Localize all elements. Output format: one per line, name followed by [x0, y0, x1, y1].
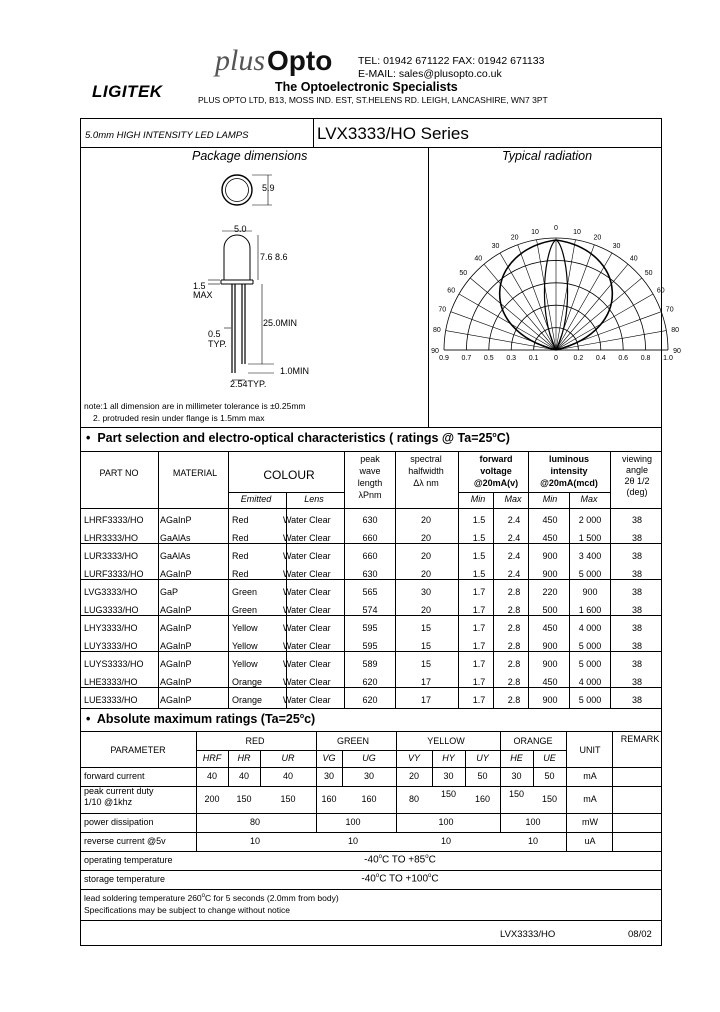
- cell-vf-min: 1.5: [472, 515, 486, 525]
- angle-label-left: 60: [447, 287, 456, 295]
- cell-lens: Water Clear: [283, 695, 331, 705]
- cell-part-no: LUG3333/HO: [84, 605, 139, 615]
- radius-axis-label: 0.5: [483, 355, 494, 362]
- cell-iv-min: 900: [542, 551, 558, 561]
- forward-current-unit: mA: [583, 771, 597, 781]
- cell-material: AGaInP: [160, 641, 192, 651]
- cell-vf-min: 1.7: [472, 677, 486, 687]
- header-sub-uy: UY: [476, 753, 489, 763]
- dim-0-5: 0.5: [208, 329, 221, 339]
- cell-vf-max: 2.8: [507, 659, 521, 669]
- radius-axis-label: 0.8: [640, 355, 651, 362]
- cell-vf-min: 1.5: [472, 533, 486, 543]
- header-spectral-halfwidth: halfwidth: [408, 466, 444, 476]
- header-emitted: Emitted: [240, 494, 272, 504]
- cell-vf-max: 2.8: [507, 641, 521, 651]
- forward-current-value: 30: [443, 771, 454, 781]
- angle-label-right: 80: [671, 326, 680, 334]
- radius-axis-label: 0.2: [573, 355, 584, 362]
- peak-current-value: 150: [280, 794, 296, 804]
- angle-label-0: 0: [554, 225, 558, 232]
- reverse-current-value: 10: [347, 836, 359, 846]
- cell-iv-min: 450: [542, 677, 558, 687]
- cell-iv-min: 900: [542, 569, 558, 579]
- reverse-current-value: 10: [440, 836, 452, 846]
- header-peak-wavelength: length: [357, 478, 383, 488]
- angle-label-left: 90: [431, 348, 439, 355]
- cell-iv-min: 500: [542, 605, 558, 615]
- header-forward-voltage: voltage: [480, 466, 512, 476]
- cell-peak-wavelength: 595: [362, 641, 378, 651]
- cell-emitted-colour: Orange: [232, 677, 263, 687]
- header-lens: Lens: [304, 494, 324, 504]
- dim-1-0: 1.0MIN: [280, 366, 310, 376]
- dim-7-6-8-6: 7.6 8.6: [260, 252, 288, 262]
- cell-spectral-halfwidth: 15: [420, 659, 432, 669]
- cell-peak-wavelength: 595: [362, 623, 378, 633]
- cell-material: GaP: [160, 587, 179, 597]
- cell-vf-min: 1.5: [472, 551, 486, 561]
- cell-iv-min: 900: [542, 641, 558, 651]
- reverse-current-value: 10: [249, 836, 261, 846]
- cell-vf-max: 2.4: [507, 515, 521, 525]
- cell-peak-wavelength: 660: [362, 533, 378, 543]
- package-drawing: [180, 168, 300, 390]
- angle-label-left: 70: [438, 306, 447, 314]
- header-sub-ug: UG: [362, 753, 376, 763]
- cell-spectral-halfwidth: 20: [420, 515, 432, 525]
- cell-vf-max: 2.8: [507, 623, 521, 633]
- power-dissipation-value: 80: [249, 817, 261, 827]
- cell-emitted-colour: Red: [232, 533, 249, 543]
- cell-vf-min: 1.7: [472, 587, 486, 597]
- cell-iv-min: 900: [542, 695, 558, 705]
- cell-peak-wavelength: 620: [362, 677, 378, 687]
- angle-label-left: 50: [459, 270, 468, 278]
- cell-viewing-angle: 38: [631, 551, 643, 561]
- peak-current-value: 200: [204, 794, 220, 804]
- header-sub-ur: UR: [281, 753, 295, 763]
- forward-current-value: 20: [408, 771, 420, 781]
- cell-vf-max: 2.4: [507, 551, 521, 561]
- cell-spectral-halfwidth: 15: [420, 623, 432, 633]
- address: PLUS OPTO LTD, B13, MOSS IND. EST, ST.HELENS RD. LEIGH, LANCASHIRE, WN7 3PT: [198, 95, 548, 105]
- brand-logo: [215, 44, 332, 78]
- cell-part-no: LHE3333/HO: [84, 677, 138, 687]
- product-type: 5.0mm HIGH INTENSITY LED LAMPS: [85, 130, 249, 141]
- cell-emitted-colour: Red: [232, 569, 249, 579]
- reverse-current-value: 10: [527, 836, 539, 846]
- cell-viewing-angle: 38: [631, 515, 643, 525]
- dim-max: MAX: [193, 290, 213, 300]
- dim-typ: TYP.: [208, 339, 227, 349]
- package-note-2: 2. protruded resin under flange is 1.5mm max: [93, 413, 265, 423]
- cell-lens: Water Clear: [283, 641, 331, 651]
- cell-peak-wavelength: 620: [362, 695, 378, 705]
- header-viewing-angle: viewing: [621, 454, 653, 464]
- header-sub-ue: UE: [543, 753, 556, 763]
- cell-emitted-colour: Red: [232, 551, 249, 561]
- peak-current-label: peak current duty: [84, 786, 154, 796]
- reverse-current-label: reverse current @5v: [84, 836, 166, 846]
- cell-part-no: LUYS3333/HO: [84, 659, 144, 669]
- peak-current-value: 150: [541, 794, 558, 804]
- cell-material: AGaInP: [160, 659, 192, 669]
- cell-emitted-colour: Yellow: [232, 641, 258, 651]
- cell-iv-max: 5 000: [578, 695, 602, 705]
- cell-emitted-colour: Yellow: [232, 659, 258, 669]
- cell-part-no: LHY3333/HO: [84, 623, 138, 633]
- cell-part-no: LURF3333/HO: [84, 569, 144, 579]
- radius-axis-label: 0.4: [595, 355, 606, 362]
- cell-lens: Water Clear: [283, 551, 331, 561]
- dim-5-9: 5.9: [262, 183, 275, 193]
- angle-label-left: 80: [432, 326, 441, 334]
- peak-current-value: 160: [321, 794, 337, 804]
- reverse-current-unit: uA: [584, 836, 596, 846]
- cell-iv-max: 5 000: [578, 641, 602, 651]
- cell-vf-min: 1.7: [472, 641, 486, 651]
- cell-vf-max: 2.4: [507, 569, 521, 579]
- power-dissipation-value: 100: [345, 817, 361, 827]
- cell-iv-min: 450: [542, 533, 558, 543]
- forward-current-value: 40: [282, 771, 294, 781]
- cell-spectral-halfwidth: 17: [420, 695, 432, 705]
- header-spectral-halfwidth: Δλ nm: [413, 478, 439, 488]
- header-forward-voltage: @20mA(v): [473, 478, 519, 488]
- cell-part-no: LUE3333/HO: [84, 695, 138, 705]
- forward-current-value: 50: [477, 771, 488, 781]
- header-unit: UNIT: [579, 745, 601, 755]
- cell-peak-wavelength: 589: [362, 659, 378, 669]
- series-title: LVX3333/HO Series: [317, 124, 469, 143]
- header-vf-min: Min: [470, 494, 486, 504]
- header-remark: REMARK: [620, 734, 660, 744]
- angle-label-right: 50: [644, 270, 653, 278]
- cell-emitted-colour: Yellow: [232, 623, 258, 633]
- forward-current-value: 30: [363, 771, 375, 781]
- header-sub-vg: VG: [322, 753, 336, 763]
- header-luminous-intensity: luminous: [549, 454, 589, 464]
- header-vf-max: Max: [504, 494, 522, 504]
- cell-lens: Water Clear: [283, 677, 331, 687]
- cell-emitted-colour: Orange: [232, 695, 263, 705]
- cell-iv-max: 5 000: [578, 659, 602, 669]
- forward-current-value: 30: [323, 771, 335, 781]
- radius-axis-label: 0.1: [528, 355, 539, 362]
- cell-viewing-angle: 38: [631, 587, 643, 597]
- tel-fax: TEL: 01942 671122 FAX: 01942 671133: [358, 55, 545, 67]
- cell-peak-wavelength: 630: [362, 515, 378, 525]
- email-contact: E-MAIL: sales@plusopto.co.uk: [358, 68, 502, 80]
- cell-iv-max: 3 400: [578, 551, 602, 561]
- cell-material: AGaInP: [160, 695, 192, 705]
- cell-material: AGaInP: [160, 569, 192, 579]
- cell-vf-min: 1.7: [472, 605, 486, 615]
- angle-label-right: 20: [593, 234, 602, 242]
- cell-material: AGaInP: [160, 515, 192, 525]
- header-sub-hr: HR: [237, 753, 251, 763]
- header-peak-wavelength: λPnm: [358, 490, 382, 500]
- absolute-ratings-heading: • Absolute maximum ratings $(Ta=25^oc)$: [86, 712, 316, 726]
- power-dissipation-label: power dissipation: [84, 817, 154, 827]
- cell-iv-min: 220: [542, 587, 558, 597]
- forward-current-value: 30: [511, 771, 522, 781]
- cell-spectral-halfwidth: 20: [420, 551, 432, 561]
- part-selection-heading: • Part selection and electro-optical characteristics ( ratings @ $Ta=25^oC$): [86, 431, 510, 445]
- radiation-heading: Typical radiation: [502, 149, 593, 163]
- forward-current-value: 40: [206, 771, 218, 781]
- forward-current-value: 50: [544, 771, 555, 781]
- cell-vf-max: 2.8: [507, 587, 521, 597]
- cell-spectral-halfwidth: 30: [420, 587, 432, 597]
- cell-viewing-angle: 38: [631, 623, 643, 633]
- header-sub-he: HE: [510, 753, 523, 763]
- cell-lens: Water Clear: [283, 515, 331, 525]
- header-material: MATERIAL: [172, 468, 218, 478]
- header-group-orange: ORANGE: [513, 736, 553, 746]
- dim-1-5: 1.5: [193, 281, 206, 291]
- cell-part-no: LUR3333/HO: [84, 551, 139, 561]
- cell-peak-wavelength: 565: [362, 587, 378, 597]
- cell-iv-min: 450: [542, 623, 558, 633]
- cell-lens: Water Clear: [283, 569, 331, 579]
- cell-material: GaAlAs: [160, 533, 191, 543]
- dim-25-0: 25.0MIN: [263, 318, 298, 328]
- cell-material: GaAlAs: [160, 551, 191, 561]
- footer-part: LVX3333/HO: [500, 929, 556, 940]
- cell-iv-max: 900: [582, 587, 598, 597]
- cell-spectral-halfwidth: 20: [420, 605, 432, 615]
- cell-material: AGaInP: [160, 605, 192, 615]
- cell-part-no: LHRF3333/HO: [84, 515, 144, 525]
- cell-iv-max: 2 000: [578, 515, 602, 525]
- angle-label-right: 40: [629, 255, 638, 263]
- cell-part-no: LUY3333/HO: [84, 641, 138, 651]
- header-spectral-halfwidth: spectral: [410, 454, 442, 464]
- header-group-red: RED: [245, 736, 265, 746]
- cell-iv-min: 900: [542, 659, 558, 669]
- cell-part-no: LHR3333/HO: [84, 533, 139, 543]
- lead-soldering-note: lead soldering temperature 260$^o$C for 5 seconds (2.0mm from body): [84, 893, 339, 903]
- cell-emitted-colour: Green: [232, 605, 258, 615]
- cell-lens: Water Clear: [283, 605, 331, 615]
- cell-vf-min: 1.7: [472, 695, 486, 705]
- cell-emitted-colour: Red: [232, 515, 249, 525]
- header-luminous-intensity: intensity: [550, 466, 588, 476]
- cell-iv-max: 4 000: [578, 677, 602, 687]
- header-viewing-angle: (deg): [626, 487, 648, 497]
- footer-date: 08/02: [628, 929, 652, 940]
- peak-current-value: 160: [474, 794, 491, 804]
- cell-vf-min: 1.7: [472, 659, 486, 669]
- header-part-no: PART NO: [99, 468, 139, 478]
- cell-viewing-angle: 38: [631, 569, 643, 579]
- header-sub-hrf: HRF: [202, 753, 222, 763]
- tagline: The Optoelectronic Specialists: [275, 80, 458, 94]
- cell-lens: Water Clear: [283, 533, 331, 543]
- angle-label-left: 30: [491, 243, 500, 251]
- peak-current-value: 80: [408, 794, 420, 804]
- header-group-green: GREEN: [336, 736, 370, 746]
- header-peak-wavelength: wave: [359, 466, 381, 476]
- radius-axis-label: 1.0: [663, 355, 673, 362]
- peak-current-value: 160: [361, 794, 377, 804]
- brand-plus: plus: [215, 44, 266, 77]
- cell-iv-max: 1 500: [578, 533, 602, 543]
- radius-axis-label: 0.6: [618, 355, 629, 362]
- package-heading: Package dimensions: [192, 149, 308, 163]
- ligitek-logo: LIGITEK: [92, 82, 163, 101]
- angle-label-right: 10: [573, 228, 581, 236]
- header-viewing-angle: angle: [625, 465, 649, 475]
- cell-material: AGaInP: [160, 623, 192, 633]
- cell-emitted-colour: Green: [232, 587, 258, 597]
- brand-opto: Opto: [267, 45, 333, 76]
- cell-viewing-angle: 38: [631, 659, 643, 669]
- cell-lens: Water Clear: [283, 623, 331, 633]
- cell-spectral-halfwidth: 15: [420, 641, 432, 651]
- cell-viewing-angle: 38: [631, 641, 643, 651]
- package-note-1: note:1 all dimension are in millimeter tolerance is ±0.25mm: [84, 401, 306, 411]
- cell-vf-min: 1.5: [472, 569, 486, 579]
- cell-vf-max: 2.8: [507, 695, 521, 705]
- cell-vf-min: 1.7: [472, 623, 486, 633]
- radius-axis-label: 0.9: [439, 355, 449, 362]
- header-luminous-intensity: @20mA(mcd): [540, 478, 598, 488]
- cell-lens: Water Clear: [283, 587, 331, 597]
- power-dissipation-value: 100: [438, 817, 454, 827]
- cell-lens: Water Clear: [283, 659, 331, 669]
- cell-spectral-halfwidth: 20: [420, 569, 432, 579]
- cell-viewing-angle: 38: [631, 695, 643, 705]
- header-parameter: PARAMETER: [110, 745, 166, 755]
- cell-material: AGaInP: [160, 677, 192, 687]
- angle-label-right: 70: [665, 306, 674, 314]
- peak-current-unit: mA: [583, 794, 597, 804]
- cell-iv-max: 5 000: [578, 569, 602, 579]
- radius-axis-label: 0.7: [461, 355, 472, 362]
- cell-vf-max: 2.4: [507, 533, 521, 543]
- cell-iv-max: 1 600: [578, 605, 602, 615]
- peak-current-value: 150: [236, 794, 252, 804]
- cell-spectral-halfwidth: 20: [420, 533, 432, 543]
- storage-temperature-label: storage temperature: [84, 874, 166, 884]
- cell-iv-max: 4 000: [578, 623, 602, 633]
- header-sub-vy: VY: [407, 753, 421, 763]
- cell-peak-wavelength: 660: [362, 551, 378, 561]
- power-dissipation-value: 100: [525, 817, 541, 827]
- header-iv-max: Max: [580, 494, 598, 504]
- peak-current-value: 150: [508, 789, 525, 799]
- cell-part-no: LVG3333/HO: [84, 587, 138, 597]
- header-colour: COLOUR: [263, 468, 315, 482]
- angle-label-right: 60: [656, 287, 665, 295]
- radius-axis-label: 0.3: [506, 355, 517, 362]
- operating-temperature-value: -40$^o$C TO $+85^oC$: [364, 854, 436, 866]
- spec-change-note: Specifications may be subject to change without notice: [84, 905, 291, 915]
- cell-spectral-halfwidth: 17: [420, 677, 432, 687]
- cell-peak-wavelength: 574: [362, 605, 378, 615]
- cell-iv-min: 450: [542, 515, 558, 525]
- angle-label-left: 10: [531, 228, 539, 236]
- header-peak-wavelength: peak: [360, 454, 380, 464]
- angle-label-right: 30: [612, 243, 621, 251]
- operating-temperature-label: operating temperature: [84, 855, 173, 865]
- forward-current-label: forward current: [84, 771, 145, 781]
- angle-label-left: 20: [510, 234, 519, 242]
- peak-current-value: 150: [440, 789, 457, 799]
- header-iv-min: Min: [542, 494, 558, 504]
- peak-current-label-2: 1/10 @1khz: [84, 797, 133, 807]
- dim-2-54: 2.54TYP.: [230, 379, 267, 389]
- radiation-chart: [431, 222, 681, 382]
- cell-peak-wavelength: 630: [362, 569, 378, 579]
- cell-viewing-angle: 38: [631, 677, 643, 687]
- angle-label-left: 40: [474, 255, 483, 263]
- cell-vf-max: 2.8: [507, 605, 521, 615]
- header-viewing-angle: 2θ 1/2: [624, 476, 650, 486]
- cell-viewing-angle: 38: [631, 533, 643, 543]
- dim-5-0: 5.0: [234, 224, 247, 234]
- angle-label-right: 90: [673, 348, 681, 355]
- forward-current-value: 40: [238, 771, 250, 781]
- header-group-yellow: YELLOW: [427, 736, 465, 746]
- power-dissipation-unit: mW: [582, 817, 598, 827]
- radius-axis-label: 0: [554, 355, 558, 362]
- header-forward-voltage: forward: [479, 454, 513, 464]
- cell-vf-max: 2.8: [507, 677, 521, 687]
- storage-temperature-value: -40$^o$C TO $+100^oC$: [361, 873, 439, 885]
- header-sub-hy: HY: [442, 753, 455, 763]
- cell-viewing-angle: 38: [631, 605, 643, 615]
